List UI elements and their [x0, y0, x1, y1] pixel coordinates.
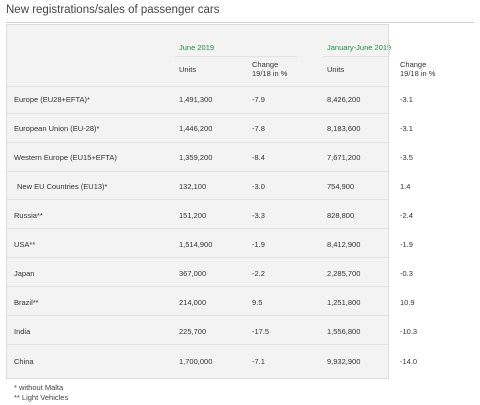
jan-june-change: 10.9	[400, 298, 415, 307]
region-label: Western Europe (EU15+EFTA)	[14, 153, 117, 162]
june-units: 1,359,200	[179, 153, 213, 162]
jan-june-change: -14.0	[400, 357, 418, 366]
jan-june-change: 1.4	[400, 182, 411, 191]
header-units-june: Units	[179, 65, 197, 74]
jan-june-units: 754,900	[327, 182, 355, 191]
jan-june-change: -3.1	[400, 124, 413, 133]
jan-june-units: 8,426,200	[327, 95, 361, 104]
jan-june-change: -0.3	[400, 269, 413, 278]
footnote: * without Malta	[14, 383, 64, 392]
june-change: -17.5	[252, 327, 270, 336]
footnote: ** Light Vehicles	[14, 393, 69, 402]
table-border	[6, 24, 392, 379]
june-units: 151,200	[179, 211, 207, 220]
june-change: -2.2	[252, 269, 265, 278]
jan-june-change: -3.5	[400, 153, 413, 162]
region-label: European Union (EU-28)*	[14, 124, 100, 133]
jan-june-units: 8,183,600	[327, 124, 361, 133]
june-units: 214,000	[179, 298, 207, 307]
jan-june-units: 2,285,700	[327, 269, 361, 278]
jan-june-units: 828,800	[327, 211, 355, 220]
jan-june-units: 1,556,800	[327, 327, 361, 336]
jan-june-change: -3.1	[400, 95, 413, 104]
june-change: -7.8	[252, 124, 265, 133]
june-units: 225,700	[179, 327, 207, 336]
june-change: -1.9	[252, 240, 265, 249]
june-units: 1,700,000	[179, 357, 213, 366]
jan-june-change: -2.4	[400, 211, 413, 220]
region-label: Japan	[14, 269, 35, 278]
jan-june-change: -1.9	[400, 240, 413, 249]
title-divider	[6, 22, 474, 23]
june-change: -7.9	[252, 95, 265, 104]
region-label: Russia**	[14, 211, 43, 220]
header-change-jan-june-2: 19/18 in %	[400, 69, 436, 78]
june-change: -8.4	[252, 153, 265, 162]
region-label: USA**	[14, 240, 36, 249]
jan-june-units: 9,932,900	[327, 357, 361, 366]
june-units: 367,000	[179, 269, 207, 278]
region-label: New EU Countries (EU13)*	[17, 182, 108, 191]
jan-june-change: -10.3	[400, 327, 418, 336]
june-units: 1,491,300	[179, 95, 213, 104]
june-change: -7.1	[252, 357, 265, 366]
june-change: 9.5	[252, 298, 263, 307]
jan-june-units: 7,671,200	[327, 153, 361, 162]
june-units: 132,100	[179, 182, 207, 191]
header-units-jan-june: Units	[327, 65, 345, 74]
region-label: India	[14, 327, 31, 336]
table-title: New registrations/sales of passenger cars	[6, 4, 220, 16]
header-june-2019: June 2019	[179, 43, 215, 52]
region-label: Europe (EU28+EFTA)*	[14, 95, 90, 104]
june-units: 1,446,200	[179, 124, 213, 133]
header-jan-june-2019: January-June 2019	[327, 43, 392, 52]
jan-june-units: 1,251,800	[327, 298, 361, 307]
jan-june-units: 8,412,900	[327, 240, 361, 249]
june-change: -3.3	[252, 211, 265, 220]
june-change: -3.0	[252, 182, 265, 191]
header-change-jan-june-1: Change	[400, 60, 427, 69]
june-units: 1,514,900	[179, 240, 213, 249]
region-label: Brazil**	[14, 298, 39, 307]
header-change-june-1: Change	[252, 60, 279, 69]
header-change-june-2: 19/18 in %	[252, 69, 288, 78]
region-label: China	[14, 357, 34, 366]
